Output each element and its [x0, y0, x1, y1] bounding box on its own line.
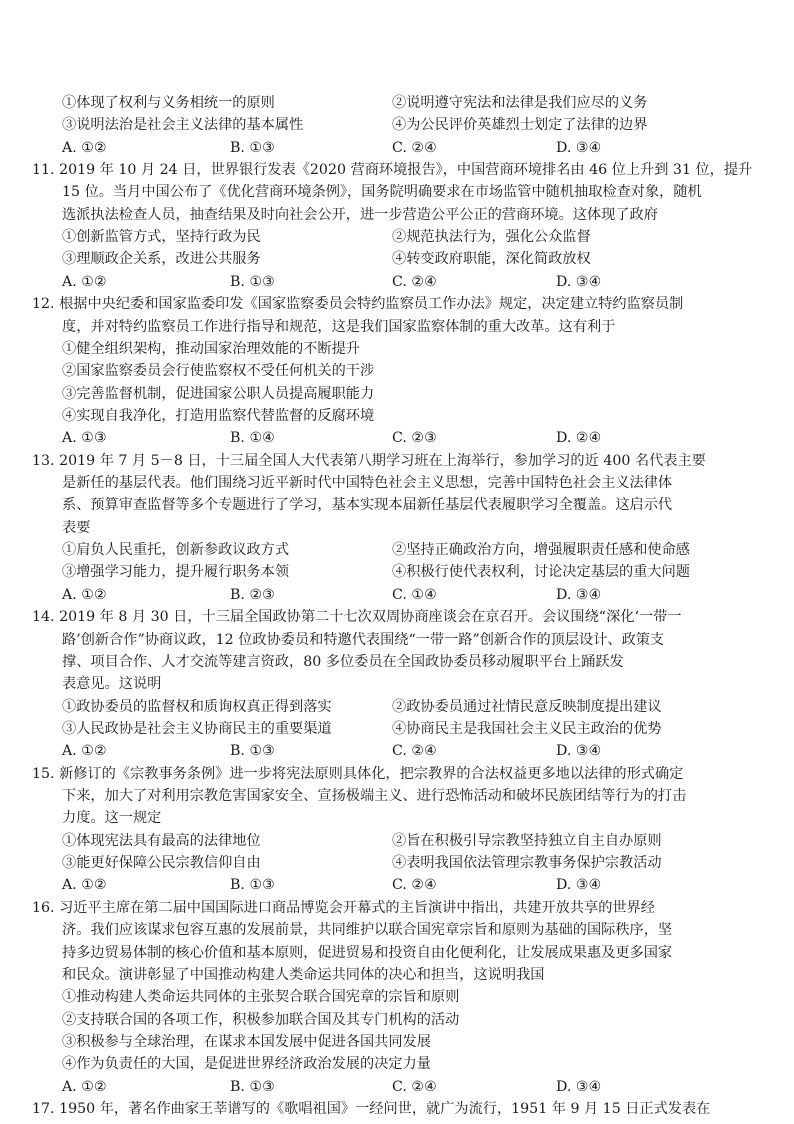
q13-option-1: ①肩负人民重托，创新参政议政方式	[62, 542, 290, 558]
q11-option-4: ④转变政府职能，深化简政放权	[392, 251, 591, 267]
prev-option-2: ②说明遵守宪法和法律是我们应尽的义务	[392, 95, 648, 111]
q12-choice-c: C. ②③	[392, 430, 437, 446]
q16-choice-c: C. ②④	[392, 1079, 437, 1095]
q14-stem-line-2: 路’创新合作”协商议政，12 位政协委员和特邀代表围绕“一带一路”创新合作的顶层设计、政策支	[62, 632, 665, 648]
q16-option-3: ③积极参与全球治理，在谋求本国发展中促进各国共同发展	[62, 1034, 431, 1050]
q12-choice-b: B. ①④	[230, 430, 275, 446]
prev-choice-b: B. ①③	[230, 140, 275, 156]
q14-option-1: ①政协委员的监督权和质询权真正得到落实	[62, 699, 332, 715]
q12-choice-d: D. ②④	[556, 430, 602, 446]
q14-option-4: ④协商民主是我国社会主义民主政治的优势	[392, 721, 662, 737]
q11-stem-line-3: 选派执法检查人员，抽查结果及时向社会公开，进一步营造公平公正的营商环境。这体现了政府	[62, 207, 658, 223]
q14-option-2: ②政协委员通过社情民意反映制度提出建议	[392, 699, 662, 715]
q14-choice-b: B. ①③	[230, 743, 275, 759]
q15-choice-a: A. ①②	[62, 877, 107, 893]
q12-option-2: ②国家监察委员会行使监察权不受任何机关的干涉	[62, 363, 375, 379]
q14-stem-line-3: 撑、项目合作、人才交流等建言资政，80 多位委员在全国政协委员移动履职平台上踊跃发	[62, 654, 624, 670]
q15-stem-line-1: 15. 新修订的《宗教事务条例》进一步将宪法原则具体化，把宗教界的合法权益更多地以法律的形式确定	[32, 766, 684, 782]
q16-option-1: ①推动构建人类命运共同体的主张契合联合国宪章的宗旨和原则	[62, 989, 460, 1005]
prev-choice-a: A. ①②	[62, 140, 107, 156]
q12-stem-line-2: 度，并对特约监察员工作进行指导和规范，这是我们国家监察体制的重大改革。这有利于	[62, 319, 616, 335]
prev-option-4: ④为公民评价英雄烈士划定了法律的边界	[392, 117, 648, 133]
q13-choice-c: C. ①④	[392, 587, 437, 603]
q11-option-2: ②规范执法行为，强化公众监督	[392, 229, 591, 245]
prev-option-3: ③说明法治是社会主义法律的基本属性	[62, 117, 304, 133]
q17-stem-line-1: 17. 1950 年，著名作曲家王莘谱写的《歌唱祖国》一经问世，就广为流行，1951 年 9 月 15 日正式发表在	[32, 1101, 711, 1117]
q12-choice-a: A. ①③	[62, 430, 107, 446]
q15-stem-line-2: 下来，加大了对利用宗教危害国家安全、宣扬极端主义、进行恐怖活动和破坏民族团结等行为的打击	[62, 788, 687, 804]
q13-choice-b: B. ②③	[230, 587, 275, 603]
q13-option-2: ②坚持正确政治方向，增强履职责任感和使命感	[392, 542, 690, 558]
q16-option-4: ④作为负责任的大国，是促进世界经济政治发展的决定力量	[62, 1056, 431, 1072]
q11-choice-d: D. ③④	[556, 274, 602, 290]
q15-stem-line-3: 力度。这一规定	[62, 810, 162, 826]
q14-option-3: ③人民政协是社会主义协商民主的重要渠道	[62, 721, 332, 737]
q16-choice-b: B. ①③	[230, 1079, 275, 1095]
q13-option-4: ④积极行使代表权利，讨论决定基层的重大问题	[392, 564, 690, 580]
q15-choice-c: C. ②④	[392, 877, 437, 893]
q15-choice-d: D. ③④	[556, 877, 602, 893]
q14-stem-line-4: 表意见。这说明	[62, 676, 162, 692]
q14-choice-c: C. ②④	[392, 743, 437, 759]
q16-stem-line-2: 济。我们应该谋求包容互惠的发展前景，共同维护以联合国宪章宗旨和原则为基础的国际秩序，坚	[62, 922, 673, 938]
q11-stem-line-1: 11. 2019 年 10 月 24 日，世界银行发表《2020 营商环境报告》，中国营商环境排名由 46 位上升到 31 位，提升	[32, 162, 753, 178]
q16-choice-d: D. ③④	[556, 1079, 602, 1095]
q12-stem-line-1: 12. 根据中央纪委和国家监委印发《国家监察委员会特约监察员工作办法》规定，决定建立特约监察员制	[32, 296, 684, 312]
q16-stem-line-4: 和民众。演讲彰显了中国推动构建人类命运共同体的决心和担当，这说明我国	[62, 967, 545, 983]
q13-option-3: ③增强学习能力，提升履行职务本领	[62, 564, 290, 580]
q11-choice-b: B. ①③	[230, 274, 275, 290]
q15-option-1: ①体现宪法具有最高的法律地位	[62, 833, 261, 849]
prev-choice-d: D. ③④	[556, 140, 602, 156]
q13-stem-line-3: 系、预算审查监督等多个专题进行了学习，基本实现本届新任基层代表履职学习全覆盖。这启示代	[62, 497, 673, 513]
q11-choice-c: C. ②④	[392, 274, 437, 290]
prev-option-1: ①体现了权利与义务相统一的原则	[62, 95, 275, 111]
q16-choice-a: A. ①②	[62, 1079, 107, 1095]
q16-stem-line-3: 持多边贸易体制的核心价值和基本原则，促进贸易和投资自由化便利化，让发展成果惠及更多国家	[62, 945, 673, 961]
q15-choice-b: B. ①③	[230, 877, 275, 893]
q13-stem-line-4: 表要	[62, 520, 91, 536]
q14-choice-d: D. ③④	[556, 743, 602, 759]
q15-option-4: ④表明我国依法管理宗教事务保护宗教活动	[392, 855, 662, 871]
q11-option-1: ①创新监管方式，坚持行政为民	[62, 229, 261, 245]
q12-option-3: ③完善监督机制，促进国家公职人员提高履职能力	[62, 386, 375, 402]
q11-stem-line-2: 15 位。当月中国公布了《优化营商环境条例》，国务院明确要求在市场监管中随机抽取检查对象，随机	[62, 184, 702, 200]
q13-choice-d: D. ③④	[556, 587, 602, 603]
q15-option-2: ②旨在积极引导宗教坚持独立自主自办原则	[392, 833, 662, 849]
q13-stem-line-2: 是新任的基层代表。他们围绕习近平新时代中国特色社会主义思想，完善中国特色社会主义法律体	[62, 475, 673, 491]
q16-option-2: ②支持联合国的各项工作，积极参加联合国及其专门机构的活动	[62, 1012, 460, 1028]
q14-stem-line-1: 14. 2019 年 8 月 30 日，十三届全国政协第二十七次双周协商座谈会在京召开。会议围绕“深化‘一带一	[32, 609, 682, 625]
q15-option-3: ③能更好保障公民宗教信仰自由	[62, 855, 261, 871]
q16-stem-line-1: 16. 习近平主席在第二届中国国际进口商品博览会开幕式的主旨演讲中指出，共建开放共享的世界经	[32, 900, 655, 916]
q11-choice-a: A. ①②	[62, 274, 107, 290]
q11-option-3: ③理顺政企关系，改进公共服务	[62, 251, 261, 267]
q12-option-4: ④实现自我净化，打造用监察代替监督的反腐环境	[62, 408, 375, 424]
q13-stem-line-1: 13. 2019 年 7 月 5－8 日，十三届全国人大代表第八期学习班在上海举行，参加学习的近 400 名代表主要	[32, 453, 706, 469]
q12-option-1: ①健全组织架构，推动国家治理效能的不断提升	[62, 341, 360, 357]
q13-choice-a: A. ①②	[62, 587, 107, 603]
prev-choice-c: C. ②④	[392, 140, 437, 156]
q14-choice-a: A. ①②	[62, 743, 107, 759]
